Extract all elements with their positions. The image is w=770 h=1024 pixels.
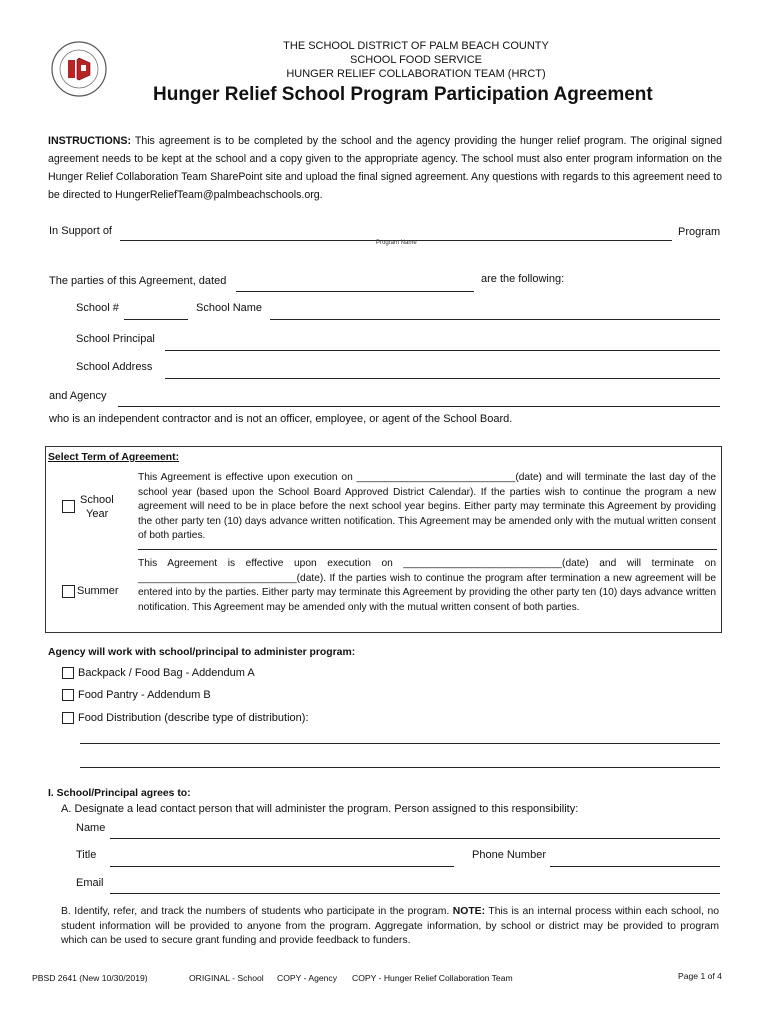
program-label: Program	[678, 226, 721, 238]
header-line-1: THE SCHOOL DISTRICT OF PALM BEACH COUNTY	[283, 40, 549, 52]
phone-number-label: Phone Number	[472, 849, 546, 861]
email-label: Email	[76, 877, 104, 889]
school-number-field[interactable]	[124, 319, 188, 320]
summer-label: Summer	[77, 585, 119, 597]
section-1b-note: NOTE:	[452, 906, 486, 917]
footer-form-id: PBSD 2641 (New 10/30/2019)	[32, 973, 148, 983]
agreement-date-field[interactable]	[236, 291, 474, 292]
agency-field[interactable]	[118, 406, 720, 407]
email-field[interactable]	[110, 893, 720, 894]
distribution-line-1[interactable]	[80, 743, 720, 744]
footer-page-number: Page 1 of 4	[678, 971, 722, 981]
school-address-label: School Address	[76, 361, 153, 373]
food-pantry-checkbox[interactable]	[62, 689, 74, 701]
instructions-text: This agreement is to be completed by the school and the agency providing the hunger relief program. The original signed agreement needs to be kept at the school and a copy given to the appropriate agency. The school must also enter program information on the Hunger Relief Collaboration Team SharePoint site and upload the final signed agreement. Any questions with regards to this agreement need to be directed to HungerReliefTeam@palmbeachschools.org.	[48, 135, 722, 201]
school-principal-field[interactable]	[165, 350, 720, 351]
agency-label: and Agency	[49, 390, 107, 402]
school-principal-label: School Principal	[76, 333, 155, 345]
section-1-heading: I. School/Principal agrees to:	[48, 788, 191, 799]
section-1b-suffix: This is an internal process within each school, no student information will be provided to anyone from the program. Aggregate information, by school or district may be provided to program which can be used to secure grant funding and provide feedback to funders.	[61, 906, 719, 946]
are-following-label: are the following:	[481, 273, 565, 285]
term-heading: Select Term of Agreement:	[48, 452, 180, 463]
instructions	[48, 132, 722, 204]
summer-checkbox[interactable]	[62, 585, 75, 598]
school-name-field[interactable]	[270, 319, 720, 320]
school-number-label: School #	[76, 302, 119, 314]
program-name-caption: Program Name	[376, 240, 417, 246]
contact-name-label: Name	[76, 822, 106, 834]
contact-title-field[interactable]	[110, 866, 454, 867]
footer-copy-agency: COPY - Agency	[277, 973, 338, 983]
in-support-of-label: In Support of	[49, 225, 112, 237]
page-title: Hunger Relief School Program Participation Agreement	[153, 84, 653, 105]
school-year-terms: This Agreement is effective upon execution on ____________________________(date) and will terminate the last day of the school year (based upon the School Board Approved District Calendar). If the parties wish to continue the program a new agreement will need to be in place before the next school year begins. Either party may terminate this Agreement by providing the other party ten (10) days advance written notification. This Agreement may be amended only with the mutual written consent of both parties.	[138, 472, 716, 541]
school-year-checkbox[interactable]	[62, 500, 75, 513]
contractor-statement: who is an independent contractor and is not an officer, employee, or agent of the School Board.	[49, 413, 513, 425]
contact-title-label: Title	[76, 849, 97, 861]
parties-dated-label: The parties of this Agreement, dated	[49, 275, 227, 287]
footer-original: ORIGINAL - School	[189, 973, 264, 983]
food-distribution-checkbox[interactable]	[62, 712, 74, 724]
option-food-pantry: Food Pantry - Addendum B	[78, 689, 211, 701]
backpack-checkbox[interactable]	[62, 667, 74, 679]
option-food-distribution: Food Distribution (describe type of distribution):	[78, 712, 309, 724]
option-backpack: Backpack / Food Bag - Addendum A	[78, 667, 255, 679]
term-divider	[138, 549, 717, 550]
school-year-label-1: School	[80, 494, 114, 506]
agency-heading: Agency will work with school/principal to administer program:	[48, 647, 356, 658]
header-line-3: HUNGER RELIEF COLLABORATION TEAM (HRCT)	[286, 68, 546, 80]
district-seal-icon	[50, 40, 108, 98]
section-1b-prefix: B. Identify, refer, and track the numbers of students who participate in the program.	[61, 906, 453, 917]
school-address-field[interactable]	[165, 378, 720, 379]
summer-terms: This Agreement is effective upon execution on ____________________________(date) and will terminate on ____________________________(date). If the parties wish to continue the program after termination a new agreement will be entered into by the parties. Either party may terminate this Agreement by providing the other party ten (10) days advance written notification. This Agreement may be amended only with the mutual written consent of both parties.	[138, 558, 716, 613]
contact-name-field[interactable]	[110, 838, 720, 839]
section-1a-text: A. Designate a lead contact person that will administer the program. Person assigned to this responsibility:	[61, 803, 579, 815]
phone-number-field[interactable]	[550, 866, 720, 867]
section-1b-text	[61, 905, 719, 949]
school-year-label-2: Year	[86, 508, 109, 520]
instructions-label: INSTRUCTIONS:	[48, 135, 131, 147]
distribution-line-2[interactable]	[80, 767, 720, 768]
school-name-label: School Name	[196, 302, 263, 314]
district-logo	[50, 40, 108, 98]
footer-copy-team: COPY - Hunger Relief Collaboration Team	[352, 973, 513, 983]
header-line-2: SCHOOL FOOD SERVICE	[349, 54, 483, 66]
